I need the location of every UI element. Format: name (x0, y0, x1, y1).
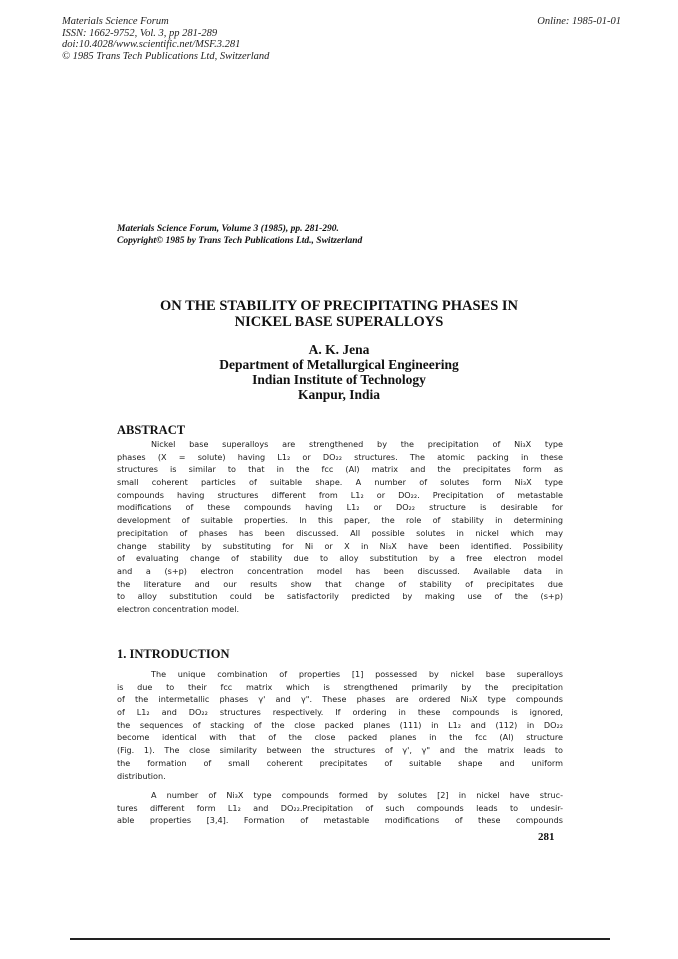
intro-line: (Fig. 1). The close similarity between the structures of γ', γ" and the matrix leads to (117, 745, 563, 756)
online-date: Online: 1985-01-01 (537, 16, 621, 27)
abstract-heading: ABSTRACT (117, 423, 186, 437)
doi-link[interactable]: doi:10.4028/www.scientific.net/MSF.3.281 (62, 39, 241, 50)
abstract-line: of evaluating change of stability due to alloy substitution by a free electron model (117, 553, 563, 564)
intro-line: the sequences of stacking of the close packed planes (111) in L1₂ and (112) in DO₂₂ (117, 719, 563, 730)
author-block (0, 342, 678, 402)
intro-line: A number of Ni₃X type compounds formed by solutes [2] in nickel have struc- (151, 790, 563, 800)
author-city: Kanpur, India (297, 387, 381, 402)
abstract-line: modifications of these compounds having L1₂ or DO₂₂ structure is desirable for (117, 502, 563, 513)
citation-line-1: Materials Science Forum, Volume 3 (1985), pp. 281-290. (117, 224, 339, 234)
intro-line: distribution. (117, 770, 166, 781)
abstract-line: electron concentration model. (117, 603, 240, 614)
citation-line-2: Copyright© 1985 by Trans Tech Publications Ltd., Switzerland (117, 235, 363, 246)
paper-title (0, 298, 678, 330)
intro-line: the formation of small coherent precipitates of suitable shape and uniform (117, 757, 563, 768)
journal-name: Materials Science Forum (62, 16, 169, 27)
issn-line: ISSN: 1662-9752, Vol. 3, pp 281-289 (62, 27, 218, 39)
abstract-line: structures is similar to that in the fcc (Al) matrix and the precipitates form as (117, 464, 563, 475)
author-institute: Indian Institute of Technology (252, 372, 426, 387)
abstract-line: change stability by substituting for Ni or X in Ni₃X have been identified. Possibility (117, 540, 563, 551)
author-name: A. K. Jena (308, 342, 370, 357)
abstract-line: Nickel base superalloys are strengthened by the precipitation of Ni₃X type (151, 439, 563, 449)
intro-line: become identical with that of the close packed planes in the fcc (Al) structure (117, 732, 563, 743)
page-number: 281 (538, 831, 555, 843)
intro-line: able properties [3,4]. Formation of metastable modifications of these compounds (117, 815, 563, 826)
abstract-line: precipitation of phases has been discussed. All possible solutes in nickel which may (117, 527, 563, 538)
abstract-line: compounds having structures different from L1₂ or DO₂₂. Precipitation of metastable (117, 489, 563, 500)
abstract-body (117, 438, 563, 616)
title-line-2: NICKEL BASE SUPERALLOYS (234, 314, 444, 330)
journal-header (62, 16, 269, 62)
footer-divider (70, 938, 610, 940)
abstract-line: phases (X = solute) having L1₂ or DO₂₂ structures. The atomic packing in these (117, 451, 563, 462)
abstract-line: and a (s+p) electron concentration model has been discussed. Available data in (117, 565, 563, 576)
author-department: Department of Metallurgical Engineering (219, 357, 459, 372)
abstract-line: to alloy substitution could be satisfactorily predicted by making use of the (s+p) (117, 591, 563, 602)
title-line-1: ON THE STABILITY OF PRECIPITATING PHASES IN (159, 298, 518, 314)
citation-block (117, 224, 362, 247)
publisher-copyright: © 1985 Trans Tech Publications Ltd, Switzerland (62, 50, 270, 62)
intro-line: The unique combination of properties [1] possessed by nickel base superalloys (151, 669, 563, 679)
abstract-line: the literature and our results show that change of stability of precipitates due (117, 578, 563, 589)
abstract-line: development of suitable properties. In this paper, the role of stability in determining (117, 515, 563, 526)
abstract-line: small coherent particles of suitable shape. A number of solutes form Ni₃X type (117, 477, 563, 488)
introduction-paragraph-2 (117, 789, 563, 827)
intro-line: of the intermetallic phases γ' and γ". These phases are ordered Ni₃X type compounds (117, 694, 563, 705)
intro-line: tures different form L1₂ and DO₂₂.Precipitation of such compounds leads to undesir- (117, 802, 563, 813)
intro-line: of L1₂ and DO₂₂ structures respectively. If ordering in these compounds is ignored, (117, 707, 563, 718)
introduction-heading: 1. INTRODUCTION (117, 647, 230, 661)
introduction-paragraph-1 (117, 668, 563, 782)
intro-line: is due to their fcc matrix which is strengthened primarily by the precipitation (117, 681, 563, 692)
